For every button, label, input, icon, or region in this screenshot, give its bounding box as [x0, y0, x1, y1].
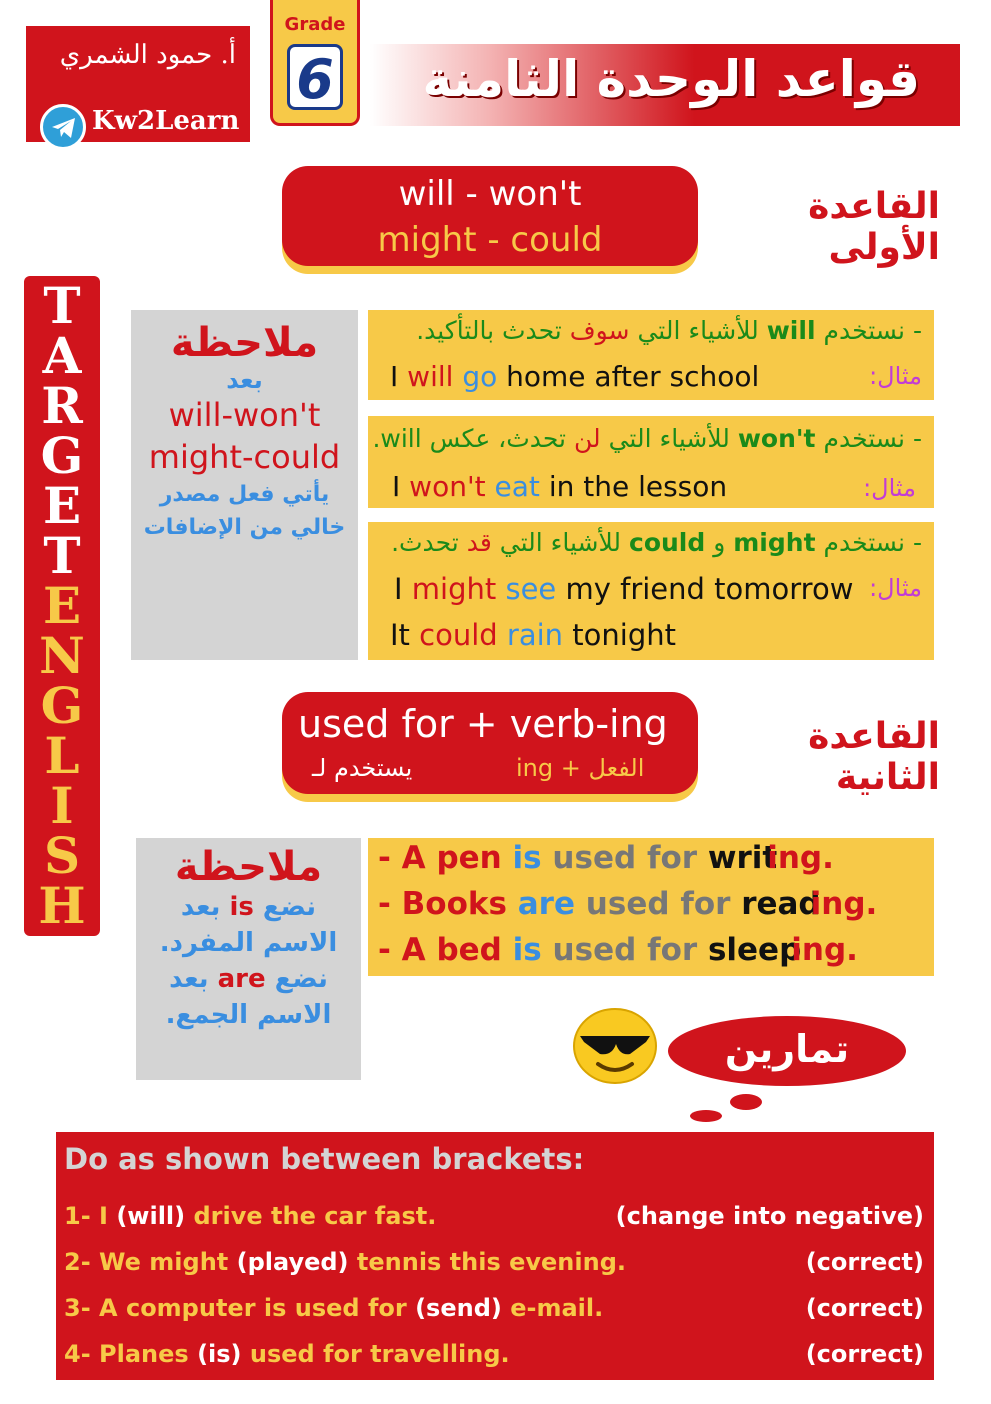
note-line: نضع are بعد — [169, 964, 328, 994]
exercises-title: تمارين — [724, 1027, 850, 1071]
note-line1: يأتي فعل مصدر — [159, 482, 330, 507]
exercise-item: 1- I (will) drive the car fast. — [64, 1202, 437, 1230]
rule2-title: القاعدة الثانية — [808, 716, 940, 798]
rule2-pill-ar-left: الفعل + ing — [516, 754, 645, 782]
rule2-example: - A bed is used for sleeping. — [378, 932, 858, 968]
rule2-pill-ar-right: يستخدم لـ — [312, 754, 413, 782]
title-banner — [370, 44, 960, 126]
grade-number: 6 — [287, 44, 343, 110]
bubble-tail — [730, 1094, 762, 1110]
block-example: I won't eat in the lesson — [392, 470, 728, 503]
exercises-heading: Do as shown between brackets: — [64, 1142, 585, 1176]
rule2-example: - Books are used for reading. — [378, 886, 878, 922]
rule2-example: - A pen is used for writing. — [378, 840, 834, 876]
banner-letter: E — [42, 476, 82, 535]
author-name: أ. حمود الشمري — [59, 40, 236, 70]
note-words1: will-won't — [168, 396, 321, 434]
site-name[interactable]: Kw2Learn — [92, 106, 240, 136]
telegram-icon[interactable] — [40, 104, 86, 150]
author-box — [26, 26, 250, 142]
rule2-examples — [368, 838, 934, 976]
rule1-block-will — [368, 310, 934, 400]
rule1-pill-line2: might - could — [377, 220, 603, 260]
example-label: مثال: — [869, 574, 922, 602]
note-line: الاسم الجمع. — [165, 1000, 332, 1030]
block-example: I will go home after school — [390, 360, 760, 393]
rule1-note — [131, 310, 358, 660]
exercise-item: 3- A computer is used for (send) e-mail. — [64, 1294, 604, 1322]
bubble-tail — [690, 1110, 722, 1122]
banner-letter: T — [43, 276, 81, 335]
grade-label: Grade — [284, 14, 346, 35]
rule1-pill-line1: will - won't — [398, 174, 582, 214]
exercise-item: 4- Planes (is) used for travelling. — [64, 1340, 510, 1368]
exercise-item: 2- We might (played) tennis this evening. — [64, 1248, 626, 1276]
banner-letter: L — [44, 726, 80, 785]
exercise-instruction: (correct) — [805, 1248, 924, 1276]
block-explanation: - نستخدم might و could للأشياء التي قد تحدث. — [391, 528, 922, 557]
banner-letter: N — [39, 626, 85, 685]
banner-letter: G — [40, 676, 84, 735]
exercise-instruction: (change into negative) — [615, 1202, 924, 1230]
rule2-pill-line1: used for + verb-ing — [298, 702, 668, 746]
note-title: ملاحظة — [170, 320, 319, 366]
block-explanation: - نستخدم won't للأشياء التي لن تحدث، عكس will. — [372, 424, 922, 453]
rule1-title: القاعدة الأولى — [808, 186, 940, 268]
exercise-instruction: (correct) — [805, 1294, 924, 1322]
banner-letter: G — [40, 426, 84, 485]
banner-letter: T — [43, 526, 81, 585]
banner-letter: A — [42, 326, 82, 385]
block-explanation: - نستخدم will للأشياء التي سوف تحدث بالتأكيد. — [416, 316, 922, 345]
note-title: ملاحظة — [174, 844, 323, 890]
note-line2: خالي من الإضافات — [143, 515, 346, 540]
note-line: الاسم المفرد. — [159, 928, 338, 958]
exercises-box — [56, 1132, 934, 1380]
note-after: بعد — [226, 366, 263, 394]
rule2-note — [136, 838, 361, 1080]
block-example: It could rain tonight — [390, 618, 676, 652]
block-example: I might see my friend tomorrow — [394, 572, 854, 606]
target-english-banner — [24, 276, 100, 936]
rule1-block-might-could — [368, 522, 934, 660]
rule1-pill — [282, 166, 698, 266]
banner-letter: I — [50, 776, 74, 835]
note-words2: might-could — [148, 438, 341, 476]
page-title: قواعد الوحدة الثامنة — [422, 50, 920, 108]
example-label: مثال: — [863, 474, 916, 502]
note-line: نضع is بعد — [180, 892, 317, 922]
example-label: مثال: — [869, 362, 922, 390]
exercises-bubble — [668, 1016, 906, 1086]
rule2-pill — [282, 692, 698, 794]
grade-badge — [270, 0, 360, 126]
sunglasses-emoji-icon — [572, 1008, 658, 1084]
banner-letter: E — [42, 576, 82, 635]
banner-letter: H — [38, 876, 86, 935]
rule1-block-wont — [368, 416, 934, 508]
banner-letter: R — [41, 376, 83, 435]
exercise-instruction: (correct) — [805, 1340, 924, 1368]
banner-letter: S — [43, 826, 81, 885]
